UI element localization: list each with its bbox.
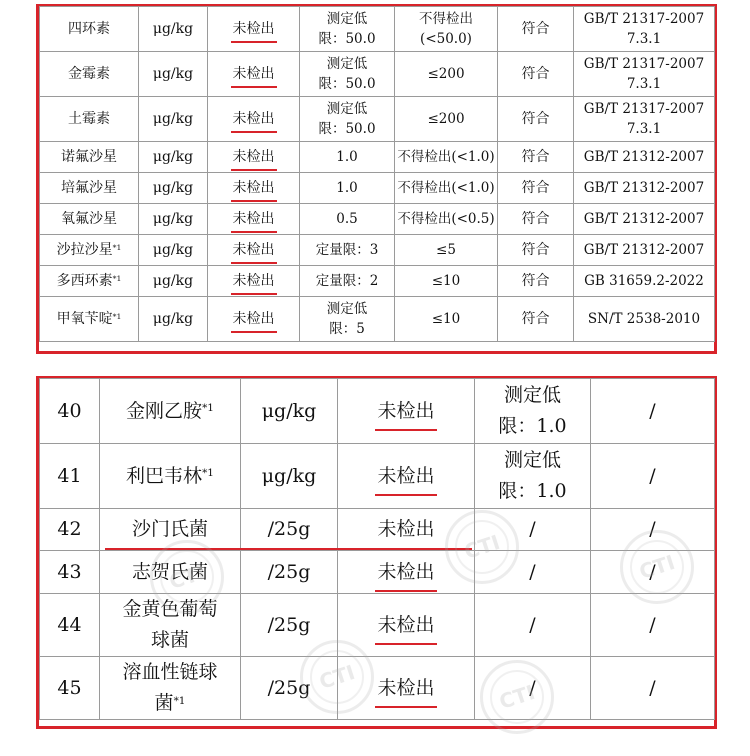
- item-name-cell: [100, 657, 241, 720]
- table-row: [40, 551, 715, 594]
- item-name: 菌: [154, 692, 174, 714]
- detection-limit-cell: [300, 297, 395, 342]
- item-name: 甲氧苄啶: [56, 311, 113, 327]
- table-row: [40, 444, 715, 509]
- unit-cell: μg/kg: [139, 142, 208, 173]
- item-name: 金黄色葡萄: [122, 598, 218, 620]
- result-cell: [208, 173, 300, 204]
- result-value: 未检出: [377, 673, 434, 704]
- footnote-mark: *1: [173, 694, 186, 707]
- row-number-cell: 41: [40, 444, 100, 509]
- footnote-mark: *1: [202, 402, 214, 415]
- unit-cell: /25g: [241, 594, 338, 657]
- method-cell: [574, 204, 715, 235]
- standard-limit-cell: [395, 297, 498, 342]
- detection-limit-cell: [300, 266, 395, 297]
- unit-cell: /25g: [241, 551, 338, 594]
- detection-line: 定量限：2: [315, 273, 379, 289]
- unit-cell: /25g: [241, 657, 338, 720]
- table-row: [40, 657, 715, 720]
- table-row: [40, 173, 715, 204]
- result-value: 未检出: [377, 396, 434, 427]
- item-name: 球菌: [150, 629, 189, 651]
- method-cell: [574, 173, 715, 204]
- row-number-cell: 43: [40, 551, 100, 594]
- watermark-logo: [300, 640, 374, 714]
- standard-limit-cell: [395, 173, 498, 204]
- detection-limit-cell: [475, 379, 591, 444]
- detection-line: 测定低: [503, 384, 561, 406]
- unit-cell: μg/kg: [241, 444, 338, 509]
- detection-line: 0.5: [336, 211, 358, 227]
- unit-cell: μg/kg: [241, 379, 338, 444]
- method-line: GB/T 21317-2007: [583, 11, 705, 27]
- extra-cell: /: [591, 444, 715, 509]
- detection-line: 测定低: [326, 11, 368, 27]
- item-name-cell: [100, 379, 241, 444]
- detection-limit-cell: [300, 235, 395, 266]
- item-name: 多西环素: [56, 273, 113, 289]
- extra-cell: /: [591, 509, 715, 551]
- table-row: [40, 204, 715, 235]
- method-line: SN/T 2538-2010: [587, 311, 701, 327]
- method-line: GB/T 21317-2007: [583, 101, 705, 117]
- row-number-cell: 45: [40, 657, 100, 720]
- item-name-cell: [100, 444, 241, 509]
- result-value: 未检出: [377, 518, 435, 540]
- limit-line: 不得检出(<1.0): [397, 180, 495, 196]
- footnote-mark: *1: [112, 274, 122, 284]
- result-cell: [208, 7, 300, 52]
- footnote-mark: *1: [112, 243, 122, 253]
- table-row: [40, 297, 715, 342]
- method-line: GB/T 21312-2007: [583, 180, 705, 196]
- table-row: [40, 594, 715, 657]
- detection-line: 限：1.0: [498, 415, 567, 437]
- item-name: 金霉素: [68, 66, 110, 82]
- limit-line: ≤10: [431, 311, 461, 327]
- detection-limit-cell: [300, 204, 395, 235]
- row-number-cell: 42: [40, 509, 100, 551]
- result-cell: [208, 204, 300, 235]
- standard-limit-cell: [395, 142, 498, 173]
- item-name: 土霉素: [68, 111, 110, 127]
- verdict-cell: 符合: [498, 297, 574, 342]
- top-result-table: [39, 6, 715, 342]
- item-name-cell: [40, 7, 139, 52]
- method-line: GB 31659.2-2022: [584, 273, 704, 289]
- extra-cell: /: [591, 594, 715, 657]
- detection-line: /: [529, 613, 536, 636]
- method-line: GB/T 21317-2007: [583, 56, 705, 72]
- detection-limit-cell: [300, 52, 395, 97]
- result-cell: [208, 266, 300, 297]
- method-line: 7.3.1: [626, 76, 662, 92]
- row-number-cell: 40: [40, 379, 100, 444]
- detection-line: /: [529, 676, 536, 699]
- result-value: 未检出: [232, 111, 275, 127]
- verdict-cell: 符合: [498, 97, 574, 142]
- limit-line: ≤5: [436, 242, 456, 258]
- top-table-frame: [36, 4, 717, 354]
- result-value: 未检出: [232, 66, 275, 82]
- table-row: [40, 509, 715, 551]
- detection-line: 测定低: [503, 449, 561, 471]
- unit-cell: μg/kg: [139, 173, 208, 204]
- item-name: 溶血性链球: [122, 661, 218, 683]
- method-line: GB/T 21312-2007: [583, 242, 705, 258]
- verdict-cell: 符合: [498, 52, 574, 97]
- standard-limit-cell: [395, 204, 498, 235]
- item-name: 利巴韦林: [126, 464, 203, 487]
- verdict-cell: 符合: [498, 7, 574, 52]
- item-name-cell: [40, 204, 139, 235]
- limit-line: 不得检出: [419, 11, 473, 27]
- detection-line: 限：50.0: [318, 121, 376, 137]
- detection-limit-cell: [300, 7, 395, 52]
- detection-line: 限：5: [329, 321, 365, 337]
- item-name-cell: [40, 235, 139, 266]
- standard-limit-cell: [395, 52, 498, 97]
- bottom-table-frame: [36, 376, 717, 729]
- watermark-logo: [150, 540, 224, 614]
- item-name-cell: [40, 97, 139, 142]
- method-cell: [574, 97, 715, 142]
- method-cell: [574, 297, 715, 342]
- verdict-cell: 符合: [498, 266, 574, 297]
- verdict-cell: 符合: [498, 204, 574, 235]
- limit-line: ≤10: [431, 273, 461, 289]
- result-value: 未检出: [232, 242, 275, 258]
- detection-limit-cell: [300, 97, 395, 142]
- result-cell: [208, 97, 300, 142]
- method-line: 7.3.1: [626, 121, 662, 137]
- result-value: 未检出: [232, 149, 275, 165]
- method-line: GB/T 21312-2007: [583, 149, 705, 165]
- result-value: 未检出: [232, 273, 275, 289]
- item-name: 培氟沙星: [61, 180, 117, 196]
- result-cell: [338, 379, 475, 444]
- result-value: 未检出: [377, 610, 434, 641]
- table-row: [40, 7, 715, 52]
- limit-line: ≤200: [427, 111, 465, 127]
- result-value: 未检出: [232, 211, 275, 227]
- limit-line: ≤200: [427, 66, 465, 82]
- watermark-logo: [480, 660, 554, 734]
- method-cell: [574, 266, 715, 297]
- verdict-cell: 符合: [498, 142, 574, 173]
- table-row: [40, 52, 715, 97]
- item-name-cell: [40, 266, 139, 297]
- result-value: 未检出: [232, 21, 275, 37]
- detection-line: 测定低: [326, 101, 368, 117]
- extra-cell: /: [591, 657, 715, 720]
- detection-line: 测定低: [326, 56, 368, 72]
- item-name: 氧氟沙星: [61, 211, 117, 227]
- unit-cell: μg/kg: [139, 7, 208, 52]
- footnote-mark: *1: [112, 312, 122, 322]
- unit-cell: /25g: [241, 509, 338, 551]
- detection-line: /: [529, 560, 536, 583]
- item-name: 四环素: [68, 21, 110, 37]
- item-name-cell: [40, 173, 139, 204]
- row-number-cell: 44: [40, 594, 100, 657]
- result-value: 未检出: [232, 311, 275, 327]
- detection-line: 定量限：3: [315, 242, 379, 258]
- standard-limit-cell: [395, 97, 498, 142]
- limit-line: 不得检出(<1.0): [397, 149, 495, 165]
- unit-cell: μg/kg: [139, 266, 208, 297]
- item-name: 沙拉沙星: [56, 242, 113, 258]
- result-cell: [208, 142, 300, 173]
- standard-limit-cell: [395, 266, 498, 297]
- watermark-logo: [445, 510, 519, 584]
- detection-line: 限：50.0: [318, 31, 376, 47]
- detection-line: 1.0: [336, 149, 358, 165]
- method-cell: [574, 142, 715, 173]
- standard-limit-cell: [395, 7, 498, 52]
- table-row: [40, 142, 715, 173]
- table-row: [40, 379, 715, 444]
- table-row: [40, 97, 715, 142]
- method-cell: [574, 52, 715, 97]
- item-name: 诺氟沙星: [61, 149, 117, 165]
- table-row: [40, 235, 715, 266]
- unit-cell: μg/kg: [139, 97, 208, 142]
- method-line: 7.3.1: [626, 31, 662, 47]
- unit-cell: μg/kg: [139, 204, 208, 235]
- detection-limit-cell: [475, 594, 591, 657]
- table-row: [40, 266, 715, 297]
- method-line: GB/T 21312-2007: [583, 211, 705, 227]
- extra-cell: /: [591, 551, 715, 594]
- result-value: 未检出: [377, 461, 434, 492]
- unit-cell: μg/kg: [139, 297, 208, 342]
- item-name-cell: [40, 52, 139, 97]
- result-value: 未检出: [232, 180, 275, 196]
- method-cell: [574, 235, 715, 266]
- result-cell: [208, 297, 300, 342]
- detection-line: 限：1.0: [498, 480, 567, 502]
- result-cell: [208, 235, 300, 266]
- extra-cell: /: [591, 379, 715, 444]
- result-value: 未检出: [377, 557, 434, 588]
- watermark-logo: [620, 530, 694, 604]
- unit-cell: μg/kg: [139, 52, 208, 97]
- detection-limit-cell: [300, 142, 395, 173]
- detection-limit-cell: [300, 173, 395, 204]
- verdict-cell: 符合: [498, 235, 574, 266]
- detection-line: 1.0: [336, 180, 358, 196]
- result-cell: [208, 52, 300, 97]
- method-cell: [574, 7, 715, 52]
- limit-line: 不得检出(<0.5): [397, 211, 495, 227]
- result-cell: [338, 444, 475, 509]
- unit-cell: μg/kg: [139, 235, 208, 266]
- standard-limit-cell: [395, 235, 498, 266]
- item-name: 志贺氏菌: [131, 560, 208, 583]
- item-name: 金刚乙胺: [126, 399, 203, 422]
- item-name-cell: [40, 142, 139, 173]
- item-name: 沙门氏菌: [131, 518, 208, 540]
- item-name-cell: [40, 297, 139, 342]
- footnote-mark: *1: [202, 467, 214, 480]
- verdict-cell: 符合: [498, 173, 574, 204]
- limit-line: (<50.0): [420, 31, 472, 47]
- detection-line: /: [529, 518, 536, 540]
- detection-limit-cell: [475, 444, 591, 509]
- detection-line: 测定低: [326, 301, 368, 317]
- detection-line: 限：50.0: [318, 76, 376, 92]
